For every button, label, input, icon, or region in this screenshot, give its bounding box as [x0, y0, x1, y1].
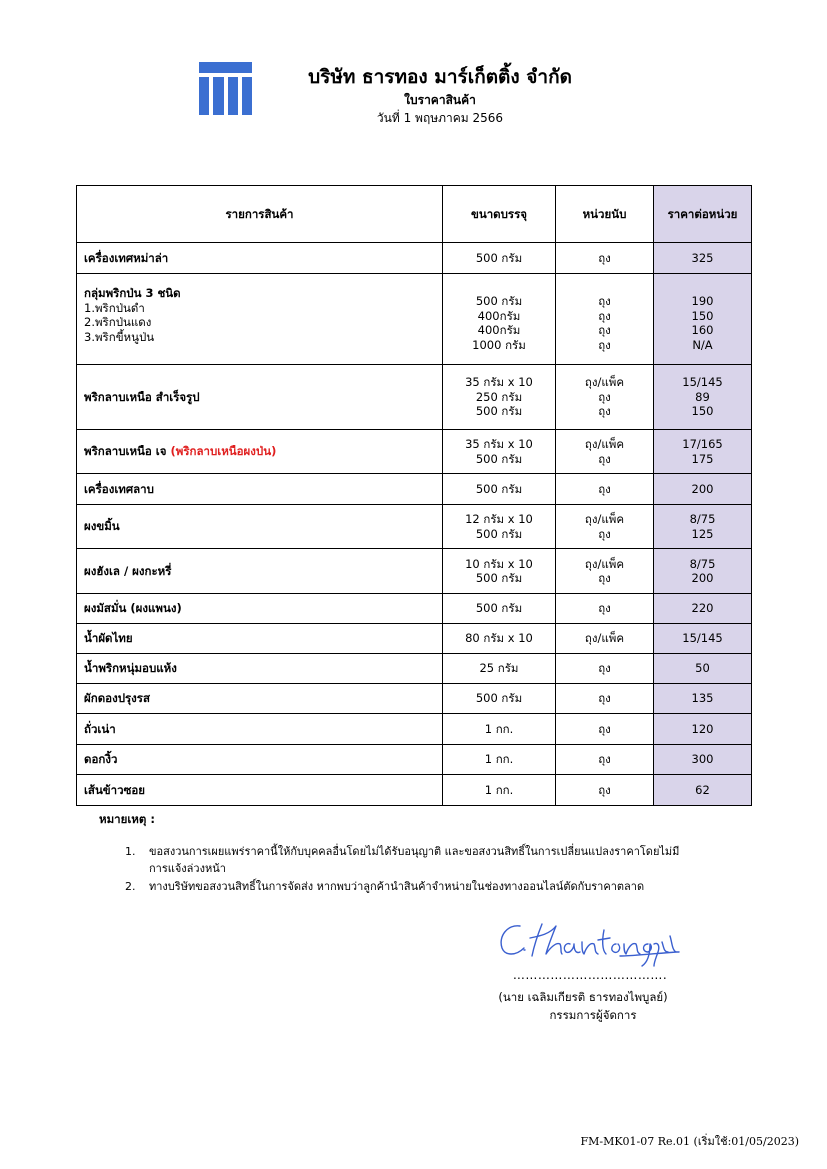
table-row [77, 594, 752, 624]
note-text [149, 843, 729, 877]
product-name: เครื่องเทศลาบ [77, 474, 443, 505]
product-name: ถั่วเน่า [77, 714, 443, 745]
pack-size: 1 กก. [443, 714, 556, 745]
price-line: 160 [691, 323, 714, 337]
product-name: ผงขมิ้น [77, 505, 443, 549]
sub-item: 1.พริกป่นดำ [84, 300, 145, 315]
notes-label: หมายเหตุ : [99, 812, 155, 826]
pack-size: 500 กรัม [443, 684, 556, 714]
pack-size: 500 กรัม [443, 243, 556, 274]
table-row [77, 430, 752, 474]
unit [556, 430, 654, 474]
unit-price: 135 [654, 684, 752, 714]
signature-line: ………………………………. [512, 968, 668, 982]
table-row [77, 745, 752, 775]
table-row [77, 654, 752, 684]
product-name: พริกลาบเหนือ สำเร็จรูป [77, 365, 443, 430]
product-name-note: (พริกลาบเหนือผงป่น) [170, 444, 277, 459]
table-row [77, 474, 752, 505]
company-name: บริษัท ธารทอง มาร์เก็ตติ้ง จำกัด [308, 66, 572, 88]
product-name: ดอกงิ้ว [77, 745, 443, 775]
product-name: น้ำพริกหนุ่มอบแห้ง [77, 654, 443, 684]
pack-size-line: 250 กรัม [475, 389, 523, 404]
unit: ถุง [556, 714, 654, 745]
table-row [77, 274, 752, 365]
pack-size-line: 500 กรัม [475, 451, 523, 466]
unit-line: ถุง/แพ็ค [584, 556, 625, 571]
unit: ถุง [556, 775, 654, 806]
unit-line: ถุง [598, 294, 611, 308]
price-table [76, 185, 752, 806]
table-header-row [77, 186, 752, 243]
pack-size-line: 400กรัม [477, 323, 521, 337]
unit-price: 200 [654, 474, 752, 505]
pack-size-line: 500 กรัม [475, 404, 523, 419]
table-row [77, 775, 752, 806]
form-code: FM-MK01-07 Re.01 (เริ่มใช้:01/05/2023) [580, 1135, 799, 1148]
unit-line: ถุง [598, 404, 611, 419]
unit: ถุง [556, 474, 654, 505]
pack-size-line: 500 กรัม [475, 526, 523, 541]
price-line: 15/145 [682, 375, 723, 390]
note-line: การแจ้งล่วงหน้า [149, 862, 226, 875]
signatory-title: กรรมการผู้จัดการ [549, 1008, 637, 1022]
product-name: ผงฮังเล / ผงกะหรี่ [77, 549, 443, 594]
unit-price [654, 430, 752, 474]
header-product: รายการสินค้า [77, 186, 443, 243]
unit-price [654, 365, 752, 430]
table-row [77, 714, 752, 745]
unit [556, 365, 654, 430]
note-number: 2. [125, 880, 136, 893]
header-unit: หน่วยนับ [556, 186, 654, 243]
unit-price [654, 549, 752, 594]
unit [556, 505, 654, 549]
unit-line: ถุง/แพ็ค [584, 512, 625, 526]
unit-price: 120 [654, 714, 752, 745]
pack-size [443, 505, 556, 549]
unit-line: ถุง [598, 571, 611, 585]
pack-size [443, 430, 556, 474]
unit: ถุง [556, 594, 654, 624]
pack-size: 80 กรัม x 10 [443, 624, 556, 654]
note-number: 1. [125, 845, 136, 858]
pack-size [443, 549, 556, 594]
unit: ถุง/แพ็ค [556, 624, 654, 654]
table-row [77, 365, 752, 430]
unit [556, 274, 654, 365]
note-line: ขอสงวนการเผยแพร่ราคานี้ให้กับบุคคลอื่นโดยไม่ได้รับอนุญาติ และขอสงวนสิทธิ์ในการเปลี่ยนแปลงราคาโดยไม่มี [149, 845, 680, 858]
document-date: วันที่ 1 พฤษภาคม 2566 [376, 111, 504, 125]
product-name: ผงมัสมั่น (ผงแพนง) [77, 594, 443, 624]
product-name: น้ำผัดไทย [77, 624, 443, 654]
unit [556, 549, 654, 594]
pack-size [443, 365, 556, 430]
table-row [77, 243, 752, 274]
unit-line: ถุง [598, 526, 611, 541]
price-line: 200 [691, 571, 714, 585]
pack-size-line: 35 กรัม x 10 [465, 375, 533, 390]
unit-price: 325 [654, 243, 752, 274]
product-name: เครื่องเทศหม่าล่า [77, 243, 443, 274]
unit-price [654, 274, 752, 365]
pack-size: 500 กรัม [443, 474, 556, 505]
table-row [77, 624, 752, 654]
header-size: ขนาดบรรจุ [443, 186, 556, 243]
price-line: 190 [691, 294, 714, 308]
unit-line: ถุง [598, 323, 611, 337]
unit-price [654, 505, 752, 549]
pack-size: 1 กก. [443, 745, 556, 775]
unit-line: ถุง/แพ็ค [584, 375, 625, 390]
pack-size: 500 กรัม [443, 594, 556, 624]
price-line: 8/75 [689, 556, 716, 571]
signature-icon [490, 912, 680, 970]
price-line: 8/75 [689, 512, 716, 526]
table-row [77, 505, 752, 549]
sub-item: 2.พริกป่นแดง [84, 315, 152, 329]
price-line: 89 [695, 389, 710, 404]
unit-line: ถุง [598, 308, 611, 323]
unit: ถุง [556, 654, 654, 684]
table-row [77, 549, 752, 594]
pack-size-line: 35 กรัม x 10 [465, 437, 533, 451]
unit-line: ถุง [598, 451, 611, 466]
table-row [77, 684, 752, 714]
unit-price: 220 [654, 594, 752, 624]
unit-line: ถุง [598, 389, 611, 404]
unit-price: 15/145 [654, 624, 752, 654]
pack-size-line: 1000 กรัม [472, 337, 526, 352]
pack-size: 1 กก. [443, 775, 556, 806]
product-name-text: พริกลาบเหนือ เจ [84, 444, 167, 459]
pack-size-line: 500 กรัม [475, 571, 523, 585]
unit: ถุง [556, 243, 654, 274]
pack-size: 25 กรัม [443, 654, 556, 684]
pack-size-line: 12 กรัม x 10 [465, 512, 533, 526]
price-line: N/A [692, 337, 713, 352]
pack-size [443, 274, 556, 365]
unit-price: 50 [654, 654, 752, 684]
product-group-name: กลุ่มพริกป่น 3 ชนิด [84, 286, 181, 300]
unit-price: 300 [654, 745, 752, 775]
pack-size-line: 500 กรัม [475, 294, 523, 308]
signatory-name: (นาย เฉลิมเกียรติ ธารทองไพบูลย์) [498, 990, 668, 1004]
company-logo-icon [199, 62, 252, 115]
price-line: 150 [691, 308, 714, 323]
sub-item: 3.พริกขี้หนูป่น [84, 329, 155, 344]
unit-line: ถุง/แพ็ค [584, 437, 625, 451]
product-name [77, 274, 443, 365]
pack-size-line: 400กรัม [477, 308, 521, 323]
unit-price: 62 [654, 775, 752, 806]
document-title: ใบราคาสินค้า [404, 93, 476, 107]
unit-line: ถุง [598, 337, 611, 352]
price-line: 17/165 [682, 437, 723, 451]
product-name [77, 430, 443, 474]
product-name: เส้นข้าวซอย [77, 775, 443, 806]
unit: ถุง [556, 684, 654, 714]
price-line: 150 [691, 404, 714, 419]
note-text: ทางบริษัทขอสงวนสิทธิ์ในการจัดส่ง หากพบว่าลูกค้านำสินค้าจำหน่ายในช่องทางออนไลน์ตัดกับราคาตลาด [149, 880, 645, 893]
product-name: ผักดองปรุงรส [77, 684, 443, 714]
pack-size-line: 10 กรัม x 10 [465, 556, 533, 571]
header-price: ราคาต่อหน่วย [654, 186, 752, 243]
price-line: 175 [691, 451, 714, 466]
unit: ถุง [556, 745, 654, 775]
price-line: 125 [691, 526, 714, 541]
